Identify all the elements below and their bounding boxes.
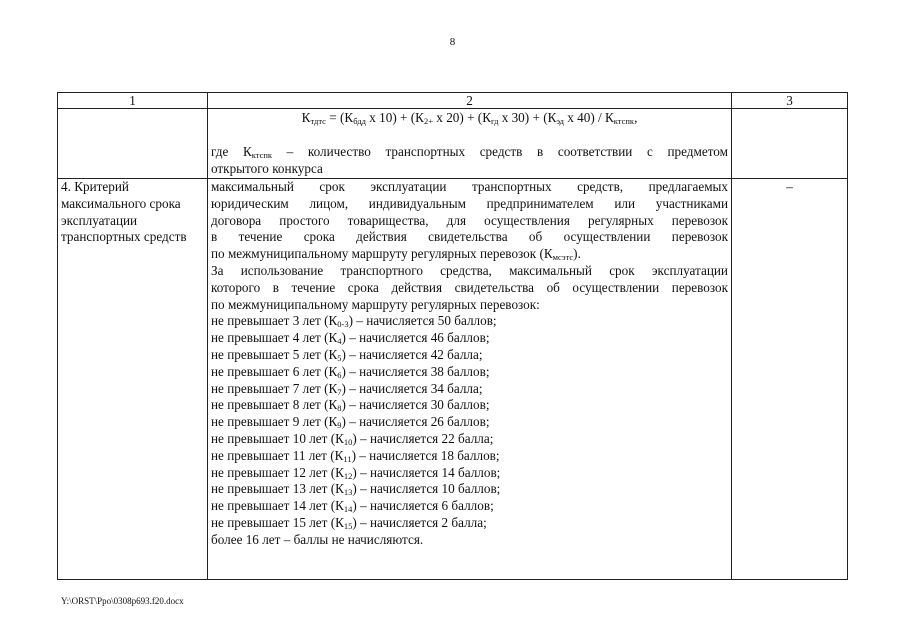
formula-row [58, 109, 848, 179]
score-line [211, 465, 728, 482]
criterion-name-line: транспортных средств [61, 229, 187, 245]
criterion-name [58, 179, 208, 580]
score-line [211, 431, 728, 448]
description-line: договора простого товарищества, для осуществления регулярных перевозок [211, 212, 728, 228]
footer-file-path: Y:\ORST\Ppo\0308p693.f20.docx [61, 596, 184, 606]
formula-sub: эд [556, 116, 564, 126]
formula-explanation [211, 144, 728, 178]
score-sub: 8 [337, 403, 342, 414]
score-text: ) – начисляется 50 баллов; [348, 313, 497, 329]
description-line: в течение срока действия свидетельства об осуществлении перевозок [211, 229, 728, 245]
score-line [211, 448, 728, 465]
formula-sub: 2+ [423, 116, 433, 126]
score-text: ) – начисляется 6 баллов; [352, 498, 494, 514]
criterion-name-line: максимального срока [61, 195, 181, 211]
header-col-1: 1 [58, 93, 208, 109]
formula [211, 109, 728, 127]
score-sub: 13 [343, 487, 353, 498]
score-sub: 0-3 [337, 319, 349, 330]
score-text: не превышает 9 лет (К [211, 414, 338, 430]
score-sub: 12 [343, 470, 353, 481]
formula-text: х 10) + (К [365, 110, 424, 125]
page-number: 8 [449, 36, 456, 48]
score-line [211, 330, 728, 347]
score-text: не превышает 6 лет (К [211, 363, 338, 379]
formula-text: х 30) + (К [498, 110, 557, 125]
score-text: не превышает 5 лет (К [211, 346, 338, 362]
score-text: не превышает 3 лет (К [211, 313, 338, 329]
score-line [211, 364, 728, 381]
explanation-text: где К [211, 143, 252, 159]
score-text: не превышает 7 лет (К [211, 380, 338, 396]
table-header-row [58, 93, 848, 109]
score-text: не превышает 8 лет (К [211, 397, 338, 413]
header-col-3: 3 [732, 93, 848, 109]
formula-text: х 40) / К [563, 110, 614, 125]
score-text: ) – начисляется 26 баллов; [341, 414, 490, 430]
score-line [211, 414, 728, 431]
score-sub: 10 [343, 436, 353, 447]
score-text: ) – начисляется 42 балла; [341, 346, 483, 362]
score-text: ) – начисляется 30 баллов; [341, 397, 490, 413]
score-text: ) – начисляется 2 балла; [352, 514, 487, 530]
score-line [211, 515, 728, 532]
score-text: ) – начисляется 10 баллов; [352, 481, 501, 497]
score-text: ) – начисляется 22 балла; [352, 430, 494, 446]
intro-line: которого в течение срока действия свидетельства об осуществлении перевозок [211, 279, 728, 295]
formula-text: К [301, 110, 311, 125]
intro-line: по межмуниципальному маршруту регулярных перевозок: [211, 296, 540, 312]
formula-row-col-3 [732, 109, 848, 179]
score-line [211, 381, 728, 398]
final-line: более 16 лет – баллы не начисляются. [211, 531, 424, 547]
score-line [211, 481, 728, 498]
explanation-sub: ктспк [251, 149, 273, 160]
score-sub: 6 [337, 369, 342, 380]
header-col-2: 2 [208, 93, 732, 109]
score-line [211, 498, 728, 515]
intro-line: За использование транспортного средства, максимальный срок эксплуатации [211, 262, 728, 278]
description-line [211, 246, 728, 263]
score-text: не превышает 4 лет (К [211, 330, 338, 346]
explanation-line: открытого конкурса [211, 160, 323, 176]
criterion-name-line: 4. Критерий [61, 179, 129, 194]
score-sub: 15 [343, 520, 353, 531]
explanation-text: – количество транспортных средств в соответствии с предметом [272, 143, 728, 159]
score-sub: 9 [337, 420, 342, 431]
formula-sub: ктспк [613, 116, 635, 126]
score-text: не превышает 13 лет (К [211, 481, 344, 497]
score-sub: 14 [343, 504, 353, 515]
formula-sub: бдд [353, 116, 366, 126]
criterion-name-line: эксплуатации [61, 212, 138, 228]
explanation-line [211, 144, 728, 161]
formula-sub: гд [491, 116, 499, 126]
criterion-description [208, 179, 732, 580]
description-line: максимальный срок эксплуатации транспортных средств, предлагаемых [211, 179, 728, 194]
score-text: не превышает 10 лет (К [211, 430, 344, 446]
score-text: не превышает 14 лет (К [211, 498, 344, 514]
score-text: ) – начисляется 38 баллов; [341, 363, 490, 379]
formula-row-col-1 [58, 109, 208, 179]
score-text: ) – начисляется 46 баллов; [341, 330, 490, 346]
formula-row-col-2 [208, 109, 732, 179]
formula-text: = (К [325, 110, 354, 125]
scores-list [211, 313, 728, 531]
formula-sub: тдтс [310, 116, 326, 126]
score-text: не превышает 11 лет (К [211, 447, 344, 463]
score-sub: 7 [337, 386, 342, 397]
description-line: юридическим лицом, индивидуальным предпринимателем или участниками [211, 195, 728, 211]
score-sub: 11 [343, 453, 352, 464]
score-text: не превышает 15 лет (К [211, 514, 344, 530]
criterion-row [58, 179, 848, 580]
score-text: ) – начисляется 14 баллов; [352, 464, 501, 480]
description-sub: мсэтс [552, 252, 574, 263]
score-text: ) – начисляется 34 балла; [341, 380, 483, 396]
score-text: не превышает 12 лет (К [211, 464, 344, 480]
description-text: по межмуниципальному маршруту регулярных перевозок (К [211, 246, 553, 262]
score-sub: 4 [337, 336, 342, 347]
criteria-table [57, 92, 848, 580]
formula-text: , [634, 110, 638, 125]
score-line [211, 313, 728, 330]
score-line [211, 397, 728, 414]
score-line [211, 347, 728, 364]
criterion-col-3: – [732, 179, 848, 580]
score-text: ) – начисляется 18 баллов; [351, 447, 500, 463]
score-sub: 5 [337, 352, 342, 363]
formula-text: х 20) + (К [433, 110, 491, 125]
description-text: ). [573, 246, 581, 262]
